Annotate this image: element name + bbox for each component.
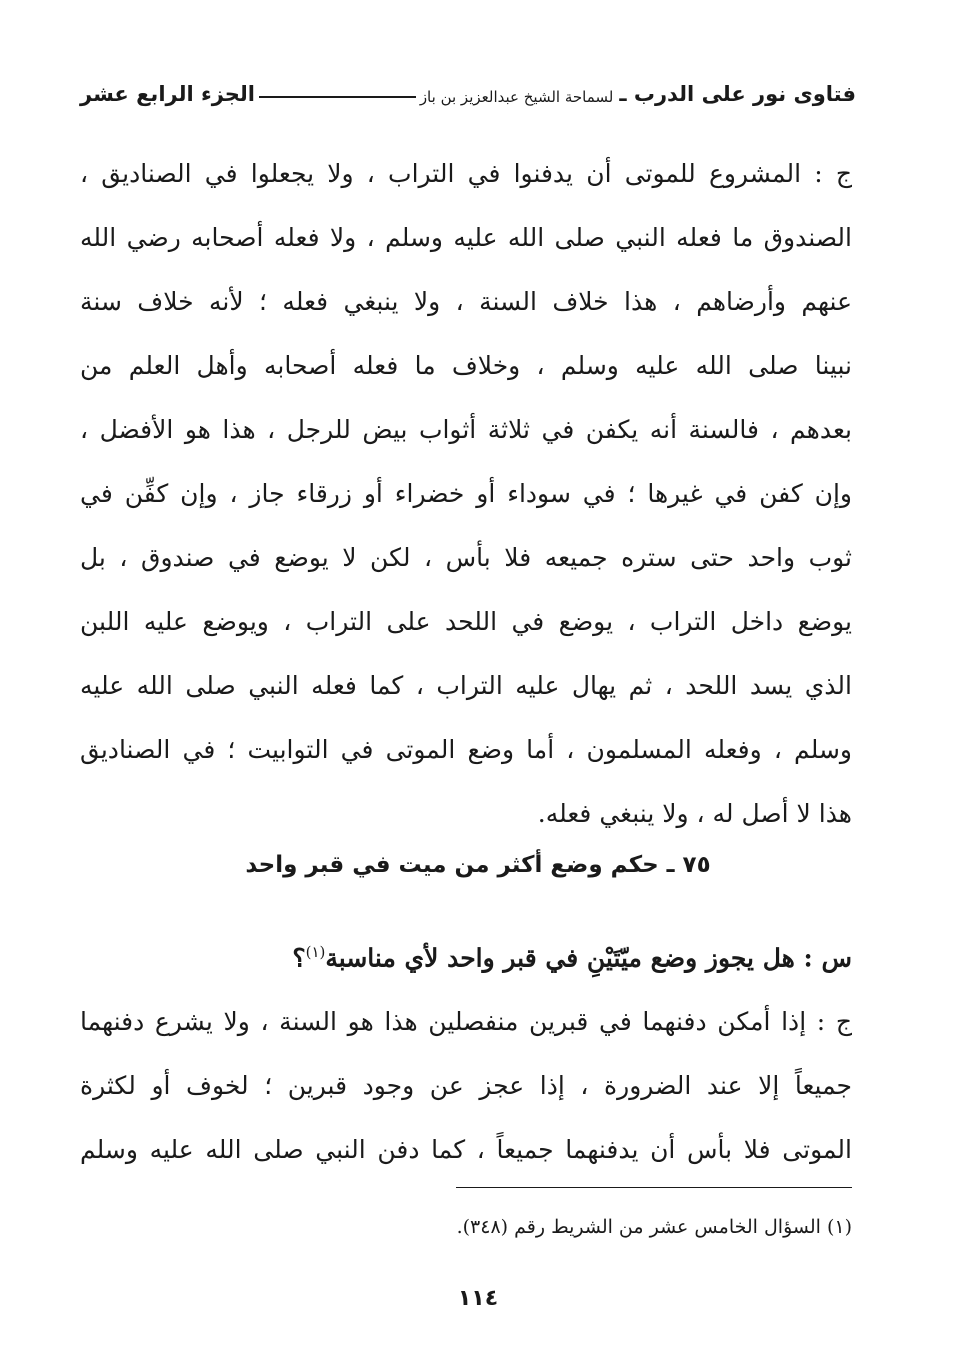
header-rule (259, 96, 416, 98)
text-line: ج : المشروع للموتى أن يدفنوا في التراب ، ولا يجعلوا في الصناديق ، (80, 159, 852, 188)
volume-part: الجزء الرابع عشر (80, 82, 255, 106)
footnote-marker[interactable]: (١) (305, 943, 326, 961)
text-line: الموتى فلا بأس أن يدفنهما جميعاً ، كما دفن النبي صلى الله عليه وسلم (80, 1135, 852, 1164)
text-line: ج : إذا أمكن دفنهما في قبرين منفصلين هذا هو السنة ، ولا يشرع دفنهما (80, 1007, 852, 1036)
text-line: عنهم وأرضاهم ، هذا خلاف السنة ، ولا ينبغي فعله ؛ لأنه خلاف سنة (80, 287, 852, 316)
text-line: وإن كفن في غيرها ؛ في سوداء أو خضراء أو زرقاء جاز ، وإن كفِّن في (80, 479, 852, 508)
answer-paragraph-1 (80, 142, 852, 846)
page-number: ١١٤ (457, 1286, 499, 1311)
answer-paragraph-2 (80, 990, 852, 1182)
text-line: وسلم ، وفعله المسلمون ، أما وضع الموتى في التوابيت ؛ في الصناديق (80, 735, 852, 764)
section-heading: ٧٥ ـ حكم وضع أكثر من ميت في قبر واحد (245, 852, 711, 878)
text-line: الذي يسد اللحد ، ثم يهال عليه التراب ، كما فعله النبي صلى الله عليه (80, 671, 852, 700)
footnote: (١) السؤال الخامس عشر من الشريط رقم (٣٤٨). (456, 1216, 852, 1238)
text-line: جميعاً إلا عند الضرورة ، إذا عجز عن وجود قبرين ؛ لخوف أو لكثرة (80, 1071, 852, 1100)
text-line: نبينا صلى الله عليه وسلم ، وخلاف ما فعله أصحابه وأهل العلم من (80, 351, 852, 380)
text-line: الصندوق ما فعله النبي صلى الله عليه وسلم ، ولا فعله أصحابه رضي الله (80, 223, 852, 252)
book-title: فتاوى نور على الدرب ـ (619, 82, 856, 106)
running-header (80, 70, 856, 106)
text-line: يوضع داخل التراب ، يوضع في اللحد على التراب ، ويوضع عليه اللبن (80, 607, 852, 636)
text-line: هذا لا أصل له ، ولا ينبغي فعله. (537, 799, 852, 828)
author-subtitle: لسماحة الشيخ عبدالعزيز بن باز (419, 88, 614, 106)
text-line: ثوب واحد حتى ستره جميعه فلا بأس ، لكن لا يوضع في صندوق ، بل (80, 543, 852, 572)
text-line: بعدهم ، فالسنة أنه يكفن في ثلاثة أثواب بيض للرجل ، هذا هو الأفضل ، (80, 415, 852, 444)
question-line (80, 920, 852, 990)
footnote-divider (456, 1187, 852, 1188)
question-mark: ؟ (292, 943, 306, 973)
question-text: س : هل يجوز وضع ميّتَيْنِ في قبر واحد لأي مناسبة (325, 943, 852, 973)
